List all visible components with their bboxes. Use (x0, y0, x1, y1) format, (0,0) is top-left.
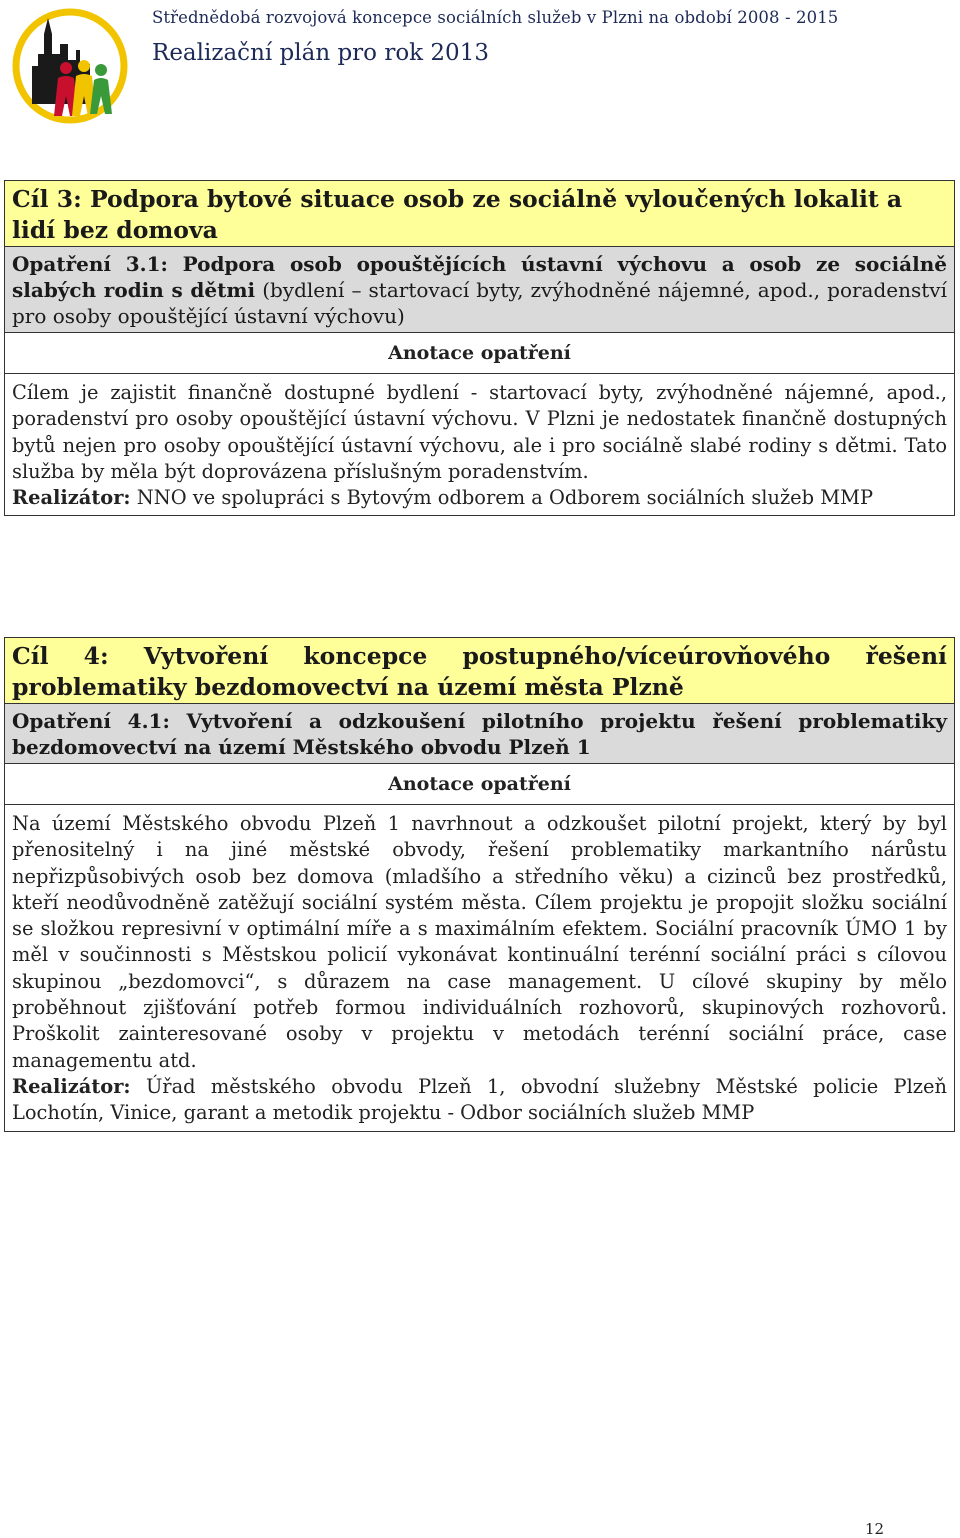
annotation-4-body (5, 805, 955, 1132)
document-subtitle: Realizační plán pro rok 2013 (152, 40, 489, 66)
measure-3-1 (5, 247, 955, 333)
goal-3-title-text: Cíl 3: Podpora bytové situace osob ze sociálně vyloučených lokalit a lidí bez domova (12, 185, 903, 244)
annotation-heading-3: Anotace opatření (5, 333, 955, 374)
document-title: Střednědobá rozvojová koncepce sociálních služeb v Plzni na období 2008 - 2015 (152, 8, 839, 27)
page-number: 12 (865, 1520, 885, 1538)
goal-3-title (5, 181, 955, 247)
measure-4-1 (5, 704, 955, 764)
measure-4-1-label: Opatření 4.1: Vytvoření a odzkoušení pilotního projektu řešení problematiky bezdomovectví na území Městského obvodu Plzeň 1 (12, 709, 947, 759)
annotation-heading-4: Anotace opatření (5, 764, 955, 805)
goal-4-table (4, 637, 955, 1132)
realizer-4-label: Realizátor: (12, 1074, 131, 1098)
realizer-3-label: Realizátor: (12, 486, 131, 510)
measure-3-1-detail: (bydlení – startovací byty, zvýhodněné nájemné, apod., poradenství pro osoby opouštějící ústavní výchovu) (12, 278, 947, 328)
realizer-4-text: Úřad městského obvodu Plzeň 1, obvodní služebny Městské policie Plzeň Lochotín, Vinice, garant a metodik projektu - Odbor sociálních služeb MMP (12, 1074, 947, 1125)
goal-4-title-text: Cíl 4: Vytvoření koncepce postupného/víceúrovňového řešení problematiky bezdomovectví na území města Plzně (12, 642, 947, 701)
realizer-3-text: NNO ve spolupráci s Bytovým odborem a Odborem sociálních služeb MMP (130, 486, 873, 510)
realizer-4 (12, 1074, 947, 1127)
annotation-3-text: Cílem je zajistit finančně dostupné bydlení - startovací byty, zvýhodněné nájemné, apod., poradenství pro osoby opouštějící ústavní výchovu. V Plzni je nedostatek finančně dostupných bytů nejen pro osoby opouštějící ústavní výchovu, ale i pro sociálně slabé rodiny s dětmi. Tato služba by měla být doprovázena příslušným poradenstvím. (12, 381, 947, 483)
organization-logo (8, 4, 132, 128)
measure-3-1-label: Opatření 3.1: Podpora osob opouštějících ústavní výchovu a osob ze sociálně slabých rodin s dětmi (12, 252, 947, 302)
annotation-4-text: Na území Městského obvodu Plzeň 1 navrhnout a odzkoušet pilotní projekt, který by byl přenositelný i na jiné městské obvody, řešení problematiky markantního nárůstu nepřizpůsobivých osob bez domova (mladšího a středního věku) a cizinců bez prostředků, kteří neodůvodněně zatěžují sociální systém města. Cílem projektu je propojit složku sociální se složkou represivní v optimální míře a s maximálním efektem. Sociální pracovník ÚMO 1 by měl v součinnosti s Městskou policií vykonávat kontinuální terénní sociální práci s cílovou skupinou „bezdomovci“, s důrazem na case management. U cílové skupiny by mělo proběhnout zjišťování potřeb formou individuálních rozhovorů, skupinových rozhovorů. Proškolit zainteresované osoby v projektu v metodách terénní sociální práce, case managementu atd. (12, 812, 947, 1072)
realizer-3 (12, 485, 947, 511)
goal-4-title (5, 638, 955, 704)
annotation-3-body (5, 374, 955, 516)
goal-3-table (4, 180, 955, 516)
